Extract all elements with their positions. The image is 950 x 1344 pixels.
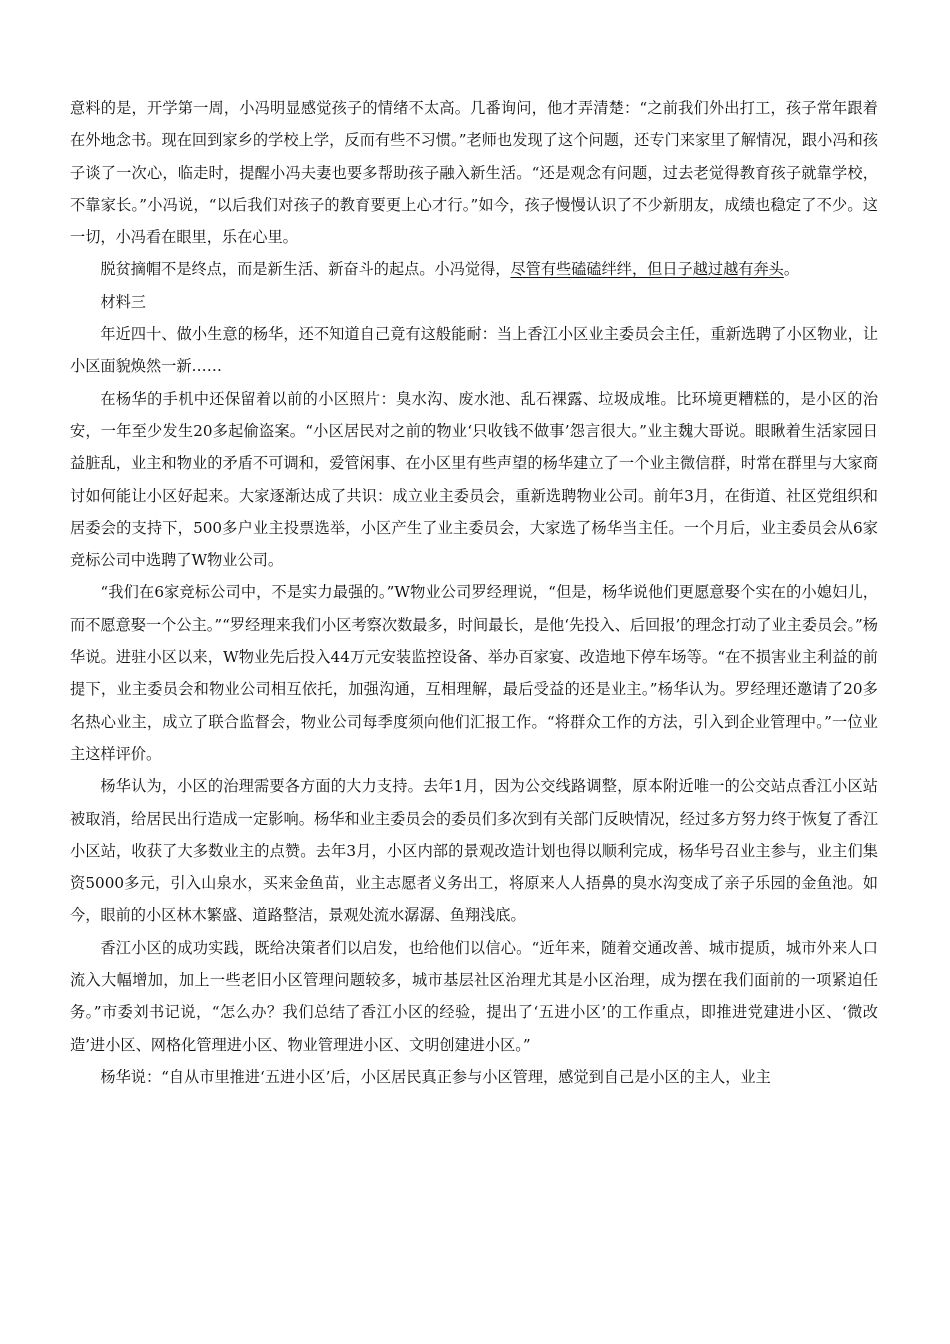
paragraph-continuation: 意料的是，开学第一周，小冯明显感觉孩子的情绪不太高。几番询问，他才弄清楚：“之前我们外出打工，孩子常年跟着在外地念书。现在回到家乡的学校上学，反而有些不习惯。”老师也发现了这个问题，还专门来家里了解情况，跟小冯和孩子谈了一次心，临走时，提醒小冯夫妻也要多帮助孩子融入新生活。“还是观念有问题，过去老觉得教育孩子就靠学校，不靠家长。”小冯说，“以后我们对孩子的教育要更上心才行。”如今，孩子慢慢认识了不少新朋友，成绩也稳定了不少。这一切，小冯看在眼里，乐在心里。 bbox=[70, 99, 878, 247]
poverty-end-text: 。 bbox=[783, 260, 800, 279]
paragraph-support: 杨华认为，小区的治理需要各方面的大力支持。去年1月，因为公交线路调整，原本附近唯一的公交站点香江小区站被取消，给居民出行造成一定影响。杨华和业主委员会的委员们多次到有关部门反映情况，经过多方努力终于恢复了香江小区站，收获了大多数业主的点赞。去年3月，小区内部的景观改造计划也得以顺利完成，杨华号召业主参与，业主们集资5000多元，引入山泉水，买来金鱼苗，业主志愿者义务出工，将原来人人捂鼻的臭水沟变成了亲子乐园的金鱼池。如今，眼前的小区林木繁盛、道路整洁，景观处流水潺潺、鱼翔浅底。 bbox=[70, 777, 878, 925]
paragraph-final: 杨华说：“自从市里推进‘五进小区’后，小区居民真正参与小区管理，感觉到自己是小区的主人，业主 bbox=[100, 1067, 771, 1086]
underlined-phrase: 尽管有些磕磕绊绊，但日子越过越有奔头 bbox=[510, 260, 784, 279]
paragraph-success: 香江小区的成功实践，既给决策者们以启发，也给他们以信心。“近年来，随着交通改善、城市提质，城市外来人口流入大幅增加，加上一些老旧小区管理问题较多，城市基层社区治理尤其是小区治理，成为摆在我们面前的一项紧迫任务。”市委刘书记说，“怎么办？我们总结了香江小区的经验，提出了‘五进小区’的工作重点，即推进党建进小区、‘微改造’进小区、网格化管理进小区、物业管理进小区、文明创建进小区。” bbox=[70, 938, 878, 1054]
poverty-lead-text: 脱贫摘帽不是终点，而是新生活、新奋斗的起点。小冯觉得， bbox=[100, 260, 511, 279]
paragraph-manager: “我们在6家竞标公司中，不是实力最强的。”W物业公司罗经理说，“但是，杨华说他们更愿意娶个实在的小媳妇儿，而不愿意娶一个公主。”“罗经理来我们小区考察次数最多，时间最长，是他‘先投入、后回报’的理念打动了业主委员会。”杨华说。进驻小区以来，W物业先后投入44万元安装监控设备、举办百家宴、改造地下停车场等。“在不损害业主利益的前提下，业主委员会和物业公司相互依托，加强沟通，互相理解，最后受益的还是业主。”杨华认为。罗经理还邀请了20多名热心业主，成立了联合监督会，物业公司每季度须向他们汇报工作。“将群众工作的方法，引入到企业管理中。”一位业主这样评价。 bbox=[70, 583, 878, 763]
section-heading-material-3: 材料三 bbox=[100, 292, 146, 311]
paragraph-poverty bbox=[70, 253, 878, 285]
paragraph-photos: 在杨华的手机中还保留着以前的小区照片：臭水沟、废水池、乱石裸露、垃圾成堆。比环境更糟糕的，是小区的治安，一年至少发生20多起偷盗案。“小区居民对之前的物业‘只收钱不做事’怨言很大。”业主魏大哥说。眼瞅着生活家园日益脏乱，业主和物业的矛盾不可调和，爱管闲事、在小区里有些声望的杨华建立了一个业主微信群，时常在群里与大家商讨如何能让小区好起来。大家逐渐达成了共识：成立业主委员会，重新选聘物业公司。前年3月，在街道、社区党组织和居委会的支持下，500多户业主投票选举，小区产生了业主委员会，大家选了杨华当主任。一个月后，业主委员会从6家竞标公司中选聘了W物业公司。 bbox=[70, 389, 878, 570]
document-body bbox=[70, 92, 878, 1093]
paragraph-yanghua-intro: 年近四十、做小生意的杨华，还不知道自己竟有这般能耐：当上香江小区业主委员会主任，重新选聘了小区物业，让小区面貌焕然一新…… bbox=[70, 325, 878, 376]
